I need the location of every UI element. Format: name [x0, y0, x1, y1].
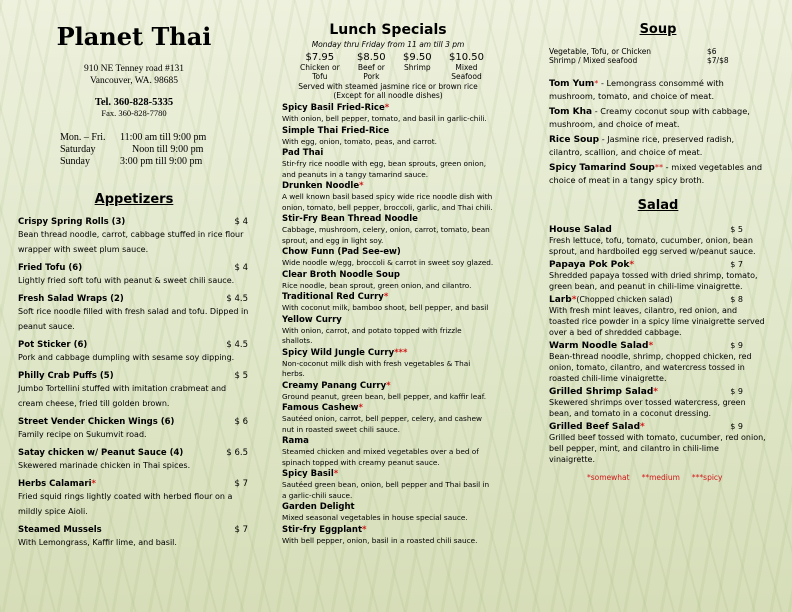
menu-item-header [282, 103, 494, 114]
column-lunch-specials [282, 0, 494, 547]
spice-marker: * [91, 479, 96, 489]
menu-item-desc: A well known basil based spicy wide rice noodle dish with onion, tomato, bell pepper, broccoli, garlic, and Thai chili. [282, 192, 493, 212]
menu-item [18, 340, 250, 365]
menu-item [549, 295, 767, 338]
menu-item-header [282, 381, 494, 392]
lunch-note-2: (Except for all noodle dishes) [333, 91, 443, 100]
column-info-appetizers [18, 0, 250, 556]
menu-item [282, 126, 494, 148]
menu-item-desc: Jumbo Tortellini stuffed with imitation crabmeat and cream cheese, fried till golden brown. [18, 384, 227, 408]
lunch-tier-label: Tofu [312, 72, 328, 81]
menu-item-name-wrap [18, 479, 96, 489]
lunch-tier-label: Pork [363, 72, 380, 81]
spice-marker: * [594, 78, 599, 88]
menu-item-header [549, 295, 767, 305]
menu-item-price: $ 5 [234, 371, 248, 381]
menu-item [18, 263, 250, 288]
soup-price-row [549, 56, 767, 65]
menu-item-name: House Salad [549, 225, 612, 235]
salad-list [549, 225, 767, 465]
spice-marker: * [640, 422, 645, 432]
menu-item-name: Philly Crab Puffs (5) [18, 371, 114, 381]
lunch-heading: Lunch Specials [329, 22, 447, 38]
legend-hot: ***spicy [691, 473, 723, 482]
soup-price-value: $6 [707, 47, 717, 56]
menu-item-name: Pad Thai [282, 148, 324, 158]
menu-item-header [282, 315, 494, 326]
menu-item-name: Tom Kha [549, 107, 593, 117]
menu-item-header [282, 292, 494, 303]
menu-item-name: Simple Thai Fried-Rice [282, 125, 390, 136]
address-block [18, 63, 250, 87]
menu-item-header [18, 479, 250, 489]
menu-item [549, 225, 767, 257]
menu-item-desc: Skewered shrimps over tossed watercress, green bean, and tomato in a coconut dressing. [549, 398, 746, 418]
menu-item [282, 247, 494, 269]
menu-item-name-wrap [18, 340, 87, 350]
menu-item-desc: Skewered marinade chicken in Thai spices. [18, 461, 191, 470]
menu-item-header [282, 126, 494, 137]
menu-item-header [282, 403, 494, 414]
menu-item-name: Clear Broth Noodle Soup [282, 269, 400, 280]
hours-table [60, 132, 250, 168]
menu-item-name: Traditional Red Curry [282, 292, 384, 302]
spice-marker: * [362, 524, 367, 535]
spice-marker: * [383, 292, 389, 302]
menu-item-name: Grilled Shrimp Salad [549, 387, 654, 397]
menu-item-name: Rice Soup [549, 135, 600, 145]
lunch-price-tier [357, 52, 386, 81]
menu-item-name: Stir-Fry Bean Thread Noodle [282, 214, 418, 224]
spice-marker: *** [394, 347, 408, 358]
menu-item-name-wrap [549, 341, 653, 351]
menu-item [282, 148, 494, 180]
lunch-price-tier [449, 52, 484, 81]
menu-item-desc: With egg, onion, tomato, peas, and carrot. [282, 136, 437, 146]
hours-row [60, 144, 250, 156]
menu-item-header [18, 525, 250, 535]
menu-item-header [549, 260, 767, 270]
menu-item [18, 217, 250, 257]
menu-item [282, 403, 494, 435]
menu-item-extra: (Chopped chicken salad) [576, 295, 673, 304]
hours-time: 3:00 pm till 9:00 pm [120, 156, 203, 167]
menu-item-desc: With bell pepper, onion, basil in a roasted chili sauce. [282, 535, 478, 545]
menu-item-desc: Soft rice noodle filled with fresh salad and tofu. Dipped in peanut sauce. [18, 307, 249, 331]
menu-item-name: Stir-fry Eggplant [282, 524, 363, 535]
menu-item-header [18, 371, 250, 381]
lunch-tier-label: Beef or [357, 63, 385, 72]
menu-item-name-wrap [549, 422, 645, 432]
menu-item-header [549, 387, 767, 397]
menu-item-header [18, 263, 250, 273]
lunch-tier-label: Shrimp [403, 63, 431, 72]
menu-item-desc: With onion, carrot, and potato topped with frizzle shallots. [282, 325, 462, 345]
menu-item-price: $ 4.5 [226, 294, 248, 304]
menu-item-name-wrap [18, 217, 125, 227]
menu-item-header [18, 294, 250, 304]
menu-item-price: $ 6.5 [226, 448, 248, 458]
spice-marker: * [358, 403, 363, 413]
spice-marker: * [648, 341, 654, 351]
menu-item-name-wrap [549, 295, 673, 305]
menu-item-name: Crispy Spring Rolls (3) [18, 217, 126, 227]
soup-heading: Soup [639, 22, 677, 37]
menu-item-desc: Family recipe on Sukumvit road. [18, 430, 147, 439]
menu-item [282, 315, 494, 347]
hours-row [60, 156, 250, 168]
menu-item [549, 387, 767, 419]
address-line-2: Vancouver, WA. 98685 [89, 76, 179, 86]
menu-item-header [18, 340, 250, 350]
menu-item-desc: Rice noodle, bean sprout, green onion, and cilantro. [282, 280, 472, 290]
menu-item-name-wrap [18, 525, 102, 535]
menu-item-name: Spicy Wild Jungle Curry [282, 347, 395, 358]
menu-item [282, 270, 494, 292]
hours-day: Saturday [60, 144, 96, 155]
menu-item [282, 381, 494, 403]
menu-item-name: Yellow Curry [282, 314, 342, 325]
menu-item-desc: Wide noodle w/egg, broccoli & carrot in sweet soy glazed. [282, 258, 494, 267]
soup-item [549, 105, 767, 130]
lunch-tier-label: Mixed [455, 63, 478, 72]
menu-item-desc: With Lemongrass, Kaffir lime, and basil. [18, 538, 177, 547]
spice-legend [587, 473, 767, 482]
menu-item-name: Papaya Pok Pok [549, 260, 630, 270]
appetizers-heading: Appetizers [94, 192, 174, 207]
appetizers-list [18, 217, 250, 550]
lunch-tier-price: $8.50 [357, 52, 386, 63]
soup-price-value: $7/$8 [707, 56, 729, 65]
menu-item-price: $ 5 [730, 225, 743, 234]
menu-item-price: $ 9 [730, 387, 743, 396]
hours-time: 11:00 am till 9:00 pm [120, 132, 207, 143]
menu-item [18, 371, 250, 411]
menu-item-header [282, 148, 494, 159]
spice-marker: * [653, 387, 659, 397]
menu-item-desc: With onion, bell pepper, tomato, and basil in garlic-chili. [282, 114, 487, 123]
menu-item [282, 292, 494, 314]
soup-item [549, 161, 767, 186]
menu-item-desc: Bean thread noodle, carrot, cabbage stuffed in rice flour wrapper with sweet plum sauce. [18, 230, 244, 254]
menu-item-name-wrap [18, 448, 183, 458]
menu-item-name: Fresh Salad Wraps (2) [18, 294, 124, 304]
menu-item-desc: Non-coconut milk dish with fresh vegetables & Thai herbs. [282, 358, 471, 378]
column-soup-salad [549, 0, 767, 482]
menu-item-price: $ 6 [234, 417, 248, 427]
menu-item-desc: - Jasmine rice, preserved radish, cilantro, scallion, and choice of meat. [549, 134, 735, 157]
menu-item-name: Steamed Mussels [18, 525, 102, 535]
menu-item-desc: - Lemongrass consommé with mushroom, tomato, and choice of meat. [549, 78, 724, 101]
menu-item [282, 436, 494, 468]
soup-price-table [549, 47, 767, 65]
menu-item-name: Grilled Beef Salad [549, 422, 641, 432]
menu-item [282, 214, 494, 246]
menu-item-name: Warm Noodle Salad [549, 341, 649, 351]
menu-item-header [549, 341, 767, 351]
menu-item-header [282, 436, 494, 447]
address-line-1: 910 NE Tenney road #131 [84, 64, 184, 74]
menu-item [549, 341, 767, 384]
menu-item-header [282, 348, 494, 359]
lunch-price-tiers [300, 52, 484, 81]
menu-item-name: Spicy Basil [282, 469, 334, 479]
menu-item-desc: - mixed vegetables and choice of meat in a tangy spicy broth. [549, 162, 763, 185]
spice-marker: * [386, 380, 391, 391]
menu-item-price: $ 4 [234, 263, 248, 273]
menu-item-desc: With fresh mint leaves, cilantro, red onion, and toasted rice powder in a spicy lime vinaigrette served over a bed of shredded cabbage. [549, 306, 765, 337]
menu-item [18, 448, 250, 473]
menu-item [18, 294, 250, 334]
menu-item [18, 525, 250, 550]
menu-item-header [282, 270, 494, 281]
menu-item-price: $ 7 [234, 525, 248, 535]
menu-item-name: Rama [282, 436, 309, 446]
menu-item-name: Drunken Noodle [282, 181, 360, 191]
menu-item-name: Garden Delight [282, 502, 355, 512]
menu-item-desc: Grilled beef tossed with tomato, cucumber, red onion, bell pepper, mint, and cilantro in chili-lime vinaigrette. [549, 433, 766, 464]
menu-item-desc: Sautéed green bean, onion, bell pepper and Thai basil in a garlic-chili sauce. [282, 480, 490, 500]
lunch-subtitle: Monday thru Friday from 11 am till 3 pm [311, 40, 465, 49]
menu-item-header [282, 247, 494, 258]
spice-marker: ** [654, 162, 664, 172]
soup-price-label: Shrimp / Mixed seafood [549, 56, 638, 65]
menu-item-name-wrap [549, 387, 658, 397]
spice-marker: * [359, 181, 364, 191]
lunch-tier-label: Chicken or [300, 63, 340, 72]
menu-item-header [282, 214, 494, 225]
soup-list [549, 77, 767, 186]
menu-item-header [549, 225, 767, 235]
menu-item-name-wrap [18, 371, 114, 381]
menu-item-desc: Mixed seasonal vegetables in house special sauce. [282, 513, 468, 522]
menu-item [549, 422, 767, 465]
hours-day: Mon. – Fri. [60, 132, 106, 143]
hours-day: Sunday [60, 156, 90, 167]
legend-mild: *somewhat [587, 473, 630, 482]
spice-marker: * [629, 260, 635, 270]
menu-item-desc: Bean-thread noodle, shrimp, chopped chicken, red onion, tomato, cilantro, and watercress tossed in roasted chili-lime vinaigrette. [549, 352, 752, 383]
menu-item [282, 469, 494, 501]
spice-marker: * [333, 469, 339, 479]
menu-item-name-wrap [549, 225, 612, 235]
soup-item [549, 77, 767, 102]
menu-item-desc: Stir-fry rice noodle with egg, bean sprouts, green onion, and peanuts in a tangy tamarind sauce. [282, 159, 487, 179]
menu-item-desc: Fresh lettuce, tofu, tomato, cucumber, onion, bean sprout, and hardboiled egg served w/peanut sauce. [549, 236, 756, 256]
menu-item-header [18, 417, 250, 427]
menu-item [282, 502, 494, 524]
lunch-tier-label: Seafood [451, 72, 482, 81]
menu-item-name: Spicy Tamarind Soup [549, 163, 655, 173]
menu-item-desc: Shredded papaya tossed with dried shrimp, tomato, green bean, and peanut in chili-lime vinaigrette. [549, 271, 758, 291]
menu-item-name: Chow Funn (Pad See-ew) [282, 247, 401, 257]
menu-item-name: Creamy Panang Curry [282, 380, 387, 391]
restaurant-name: Planet Thai [56, 22, 212, 51]
menu-item-name-wrap [18, 294, 124, 304]
menu-item-desc: Steamed chicken and mixed vegetables over a bed of spinach topped with creamy peanut sauce. [282, 447, 479, 467]
menu-item-price: $ 7 [234, 479, 248, 489]
menu-item-price: $ 4 [234, 217, 248, 227]
menu-item-desc: Cabbage, mushroom, celery, onion, carrot, tomato, bean sprout, and egg in light soy. [282, 225, 490, 245]
menu-item [282, 525, 494, 547]
lunch-tier-price: $9.50 [403, 52, 432, 63]
soup-price-label: Vegetable, Tofu, or Chicken [549, 47, 652, 56]
menu-item-desc: Fried squid rings lightly coated with herbed flour on a mildly spice Aioli. [18, 492, 233, 516]
menu-item-header [18, 448, 250, 458]
spice-marker: * [571, 295, 577, 305]
menu-item-desc: - Creamy coconut soup with cabbage, mushroom, and choice of meat. [549, 106, 750, 129]
menu-item-name: Satay chicken w/ Peanut Sauce (4) [18, 448, 184, 458]
soup-price-row [549, 47, 767, 56]
menu-item-name: Pot Sticker (6) [18, 340, 88, 350]
lunch-list [282, 103, 494, 546]
legend-medium: **medium [641, 473, 680, 482]
lunch-tier-price: $7.95 [305, 52, 335, 63]
soup-item [549, 133, 767, 158]
fax: Fax. 360-828-7780 [101, 108, 167, 118]
menu-item-name: Fried Tofu (6) [18, 263, 83, 273]
menu-item-desc: Ground peanut, green bean, bell pepper, and kaffir leaf. [282, 391, 487, 401]
menu-item-name: Street Vender Chicken Wings (6) [18, 417, 175, 427]
menu-item-name-wrap [549, 260, 634, 270]
menu-item-name: Spicy Basil Fried-Rice [282, 103, 385, 113]
menu-item-name: Famous Cashew [282, 403, 359, 413]
menu-item-header [282, 502, 494, 513]
menu-item-desc: Sautéed onion, carrot, bell pepper, celery, and cashew nut in roasted sweet chili sauce. [282, 414, 482, 434]
menu-item [282, 181, 494, 213]
menu-item-name-wrap [18, 263, 82, 273]
menu-item-price: $ 8 [730, 295, 743, 304]
spice-marker: * [384, 103, 390, 113]
menu-item [282, 103, 494, 125]
menu-item-header [18, 217, 250, 227]
menu-item-desc: With coconut milk, bamboo shoot, bell pepper, and basil [282, 303, 489, 312]
menu-item-price: $ 4.5 [226, 340, 248, 350]
menu-item-price: $ 9 [730, 422, 743, 431]
menu-item [549, 260, 767, 292]
menu-item-name-wrap [18, 417, 174, 427]
salad-heading: Salad [637, 198, 679, 213]
menu-item-price: $ 9 [730, 341, 743, 350]
menu-item [282, 348, 494, 380]
menu-item-name: Larb [549, 295, 572, 305]
telephone: Tel. 360-828-5335 [94, 97, 174, 108]
menu-item-header [282, 469, 494, 480]
menu-item [18, 417, 250, 442]
menu-item [18, 479, 250, 519]
menu-item-name: Herbs Calamari [18, 479, 92, 489]
lunch-note-1: Served with steamed jasmine rice or brown rice [298, 82, 478, 91]
menu-item-price: $ 7 [730, 260, 743, 269]
menu-item-desc: Pork and cabbage dumpling with sesame soy dipping. [18, 353, 235, 362]
menu-item-desc: Lightly fried soft tofu with peanut & sweet chili sauce. [18, 276, 235, 285]
hours-row [60, 132, 250, 144]
menu-item-header [282, 181, 494, 192]
menu-item-header [282, 525, 494, 536]
hours-time: Noon till 9:00 pm [132, 144, 204, 155]
menu-item-name: Tom Yum [549, 79, 595, 89]
lunch-price-tier [403, 52, 432, 81]
lunch-price-tier [300, 52, 340, 81]
menu-item-header [549, 422, 767, 432]
lunch-tier-price: $10.50 [448, 52, 484, 63]
